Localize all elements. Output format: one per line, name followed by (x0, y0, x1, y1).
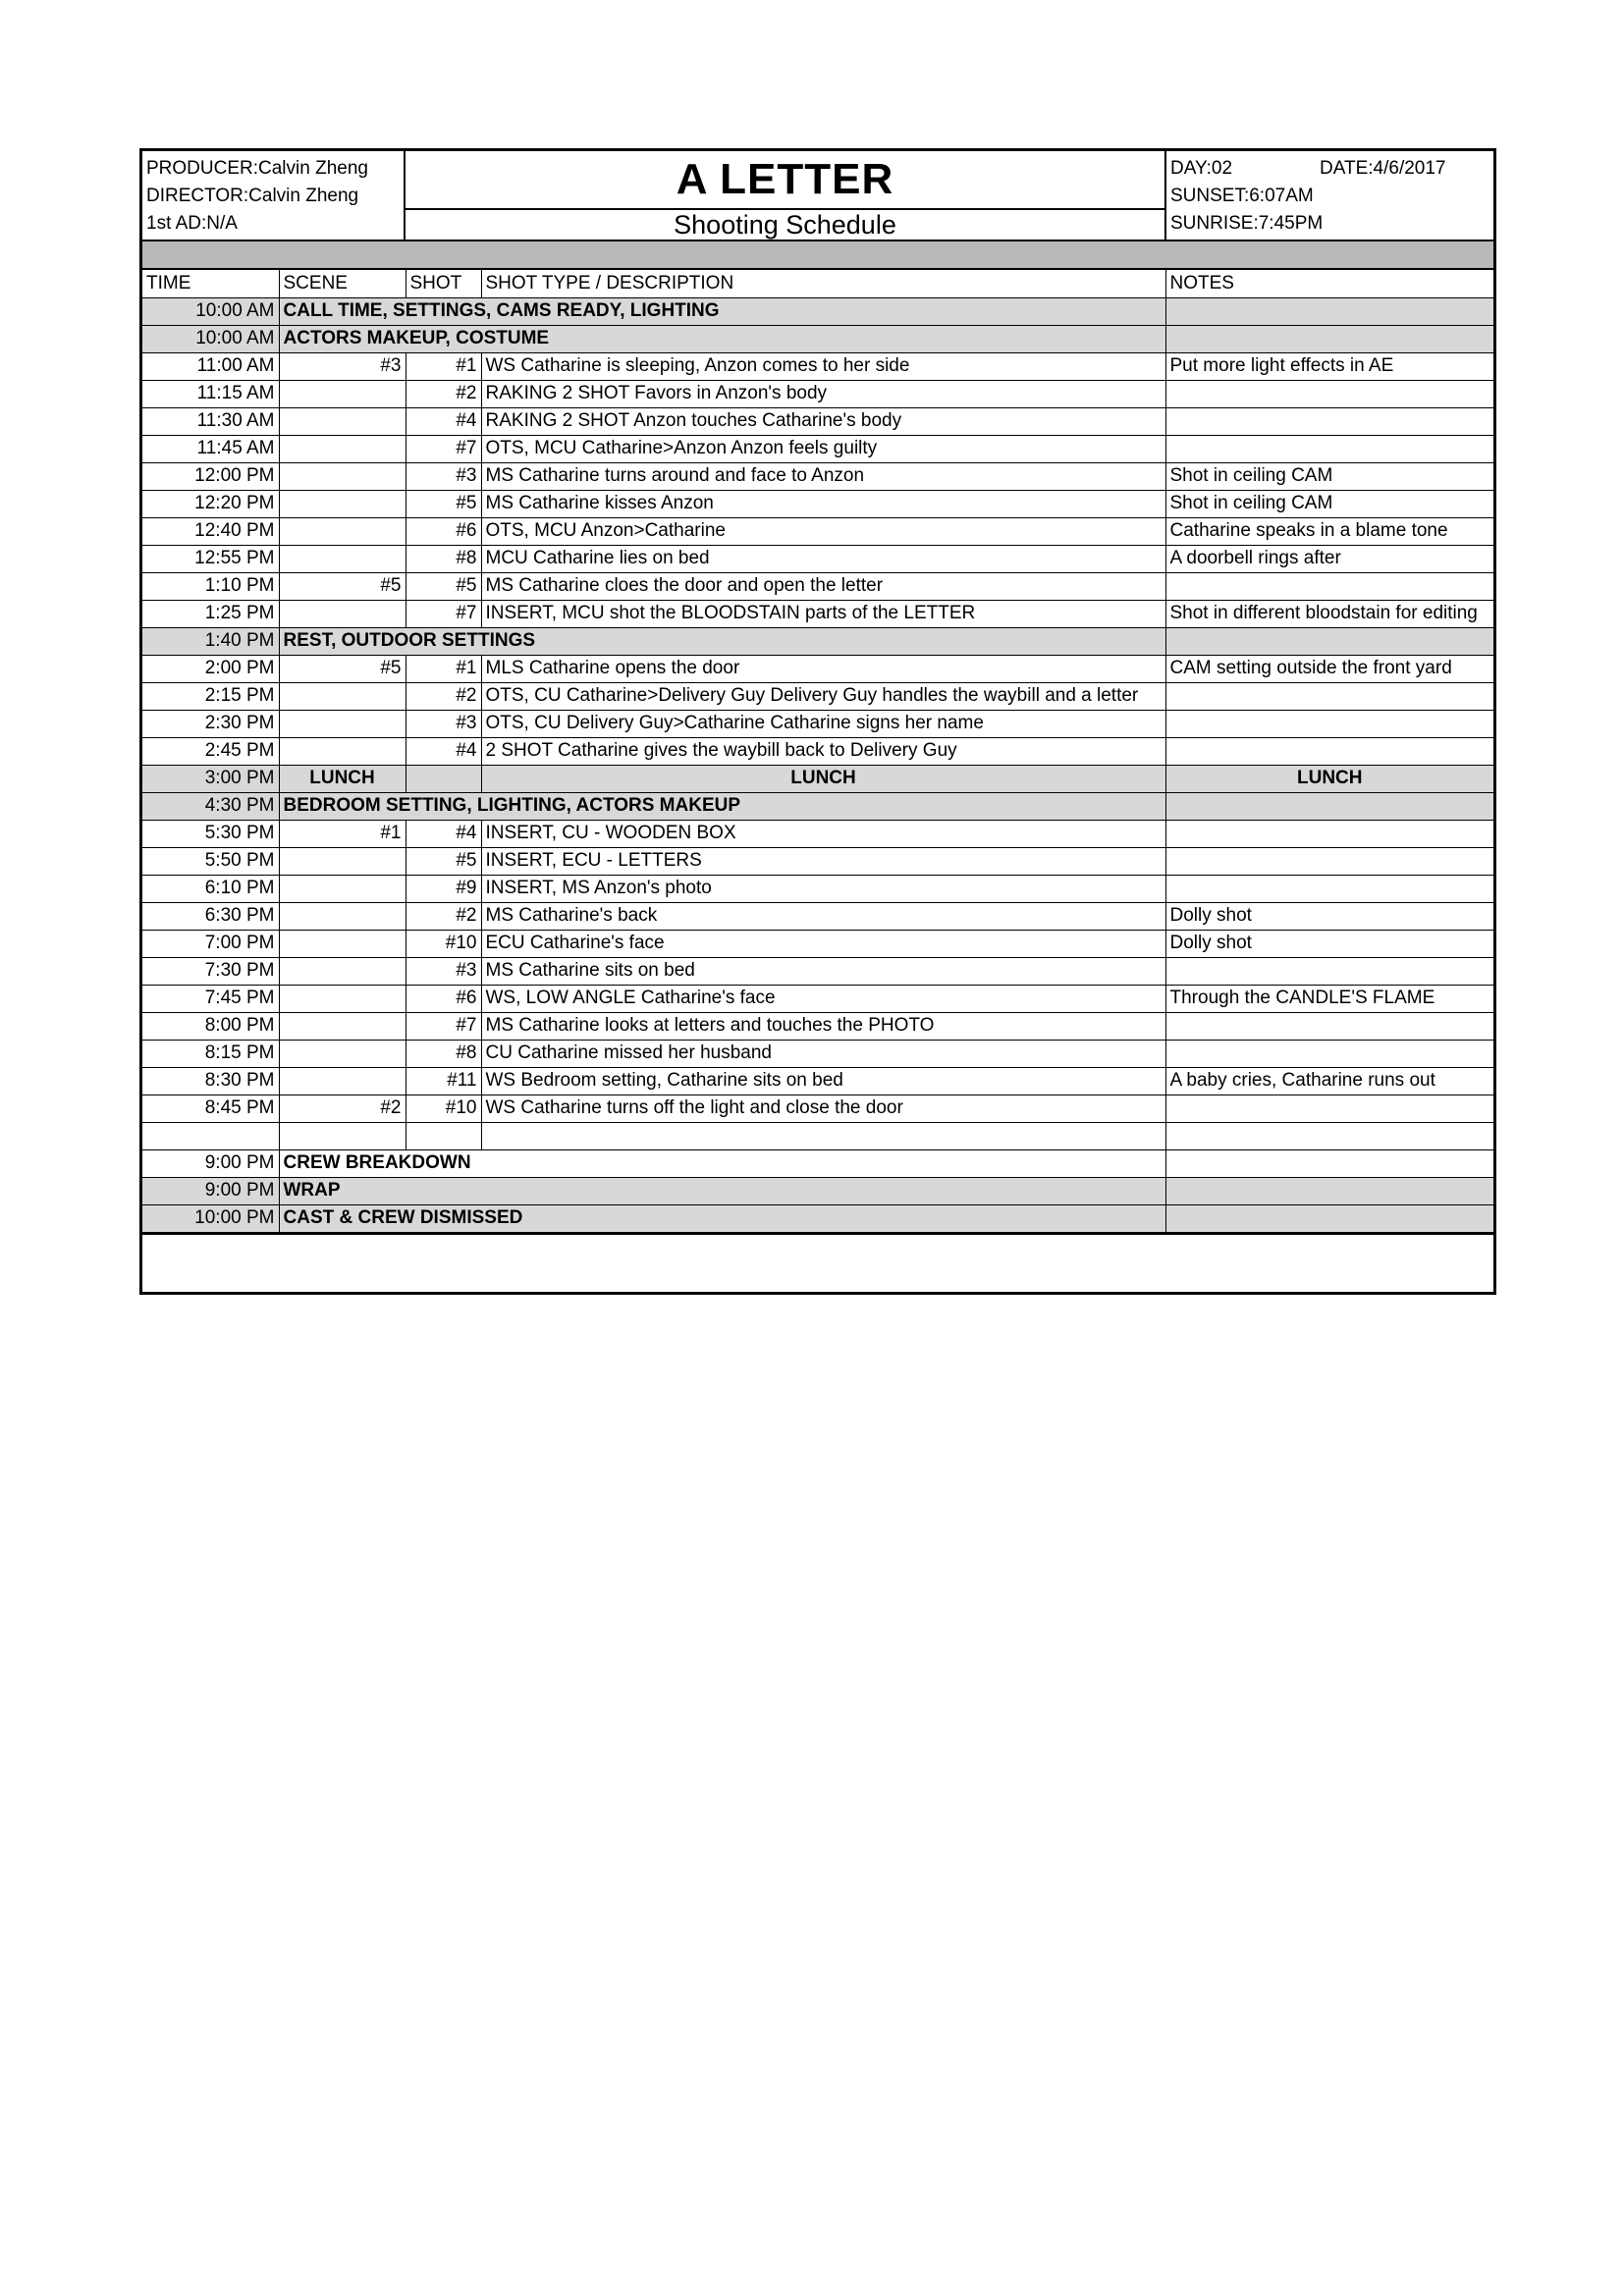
row-notes (1165, 1177, 1493, 1204)
row-time: 12:00 PM (142, 462, 279, 490)
row-shot: #1 (406, 655, 481, 682)
shot-row (142, 380, 1493, 407)
row-shot: #8 (406, 545, 481, 572)
row-scene: #5 (279, 572, 406, 600)
lunch-scene: LUNCH (279, 765, 406, 792)
row-description: MS Catharine turns around and face to Anzon (481, 462, 1165, 490)
row-shot: #3 (406, 710, 481, 737)
row-description: WS Bedroom setting, Catharine sits on bed (481, 1067, 1165, 1095)
row-scene (279, 682, 406, 710)
row-description: WS Catharine is sleeping, Anzon comes to her side (481, 352, 1165, 380)
row-notes (1165, 407, 1493, 435)
row-shot: #8 (406, 1040, 481, 1067)
shot-row (142, 435, 1493, 462)
row-shot: #1 (406, 352, 481, 380)
row-description: RAKING 2 SHOT Anzon touches Catharine's body (481, 407, 1165, 435)
row-description: MLS Catharine opens the door (481, 655, 1165, 682)
empty-cell (279, 1122, 406, 1149)
row-shot: #7 (406, 435, 481, 462)
shot-row (142, 902, 1493, 930)
row-time: 3:00 PM (142, 765, 279, 792)
lunch-description: LUNCH (481, 765, 1165, 792)
banner-text: REST, OUTDOOR SETTINGS (279, 627, 1165, 655)
row-time: 10:00 AM (142, 325, 279, 352)
row-shot: #2 (406, 380, 481, 407)
row-notes (1165, 792, 1493, 820)
footer-blank-area (142, 1233, 1493, 1292)
header-divider-band (142, 241, 1493, 270)
row-description: INSERT, MS Anzon's photo (481, 875, 1165, 902)
banner-text: ACTORS MAKEUP, COSTUME (279, 325, 1165, 352)
row-time: 8:15 PM (142, 1040, 279, 1067)
empty-row (142, 1122, 1493, 1149)
row-description: OTS, MCU Anzon>Catharine (481, 517, 1165, 545)
row-shot: #10 (406, 1095, 481, 1122)
row-time: 7:45 PM (142, 985, 279, 1012)
row-time: 1:25 PM (142, 600, 279, 627)
shot-row (142, 462, 1493, 490)
row-notes (1165, 380, 1493, 407)
col-time: TIME (142, 270, 279, 297)
shot-row (142, 875, 1493, 902)
row-shot: #3 (406, 462, 481, 490)
empty-cell (142, 1122, 279, 1149)
empty-cell (406, 1122, 481, 1149)
row-scene: #2 (279, 1095, 406, 1122)
row-notes (1165, 1012, 1493, 1040)
shot-row (142, 572, 1493, 600)
row-description: CU Catharine missed her husband (481, 1040, 1165, 1067)
row-scene: #1 (279, 820, 406, 847)
shot-row (142, 1095, 1493, 1122)
row-notes: Through the CANDLE'S FLAME (1165, 985, 1493, 1012)
shot-row (142, 682, 1493, 710)
row-time: 8:00 PM (142, 1012, 279, 1040)
row-scene (279, 1040, 406, 1067)
row-shot: #5 (406, 490, 481, 517)
schedule-header (142, 151, 1493, 241)
row-scene (279, 600, 406, 627)
row-description: INSERT, MCU shot the BLOODSTAIN parts of the LETTER (481, 600, 1165, 627)
banner-row (142, 792, 1493, 820)
banner-row (142, 1177, 1493, 1204)
shot-row (142, 517, 1493, 545)
row-time: 2:00 PM (142, 655, 279, 682)
row-notes (1165, 875, 1493, 902)
row-description: OTS, CU Delivery Guy>Catharine Catharine signs her name (481, 710, 1165, 737)
shot-row (142, 985, 1493, 1012)
row-shot: #4 (406, 407, 481, 435)
row-shot: #11 (406, 1067, 481, 1095)
shot-row (142, 407, 1493, 435)
row-description: RAKING 2 SHOT Favors in Anzon's body (481, 380, 1165, 407)
row-notes (1165, 847, 1493, 875)
row-shot: #3 (406, 957, 481, 985)
producer: PRODUCER:Calvin Zheng (146, 158, 368, 179)
shot-row (142, 490, 1493, 517)
row-scene (279, 875, 406, 902)
lunch-row (142, 765, 1493, 792)
row-notes (1165, 1204, 1493, 1232)
row-notes (1165, 682, 1493, 710)
banner-text: CALL TIME, SETTINGS, CAMS READY, LIGHTING (279, 297, 1165, 325)
row-time: 9:00 PM (142, 1177, 279, 1204)
row-notes (1165, 572, 1493, 600)
day-info (1166, 151, 1493, 240)
row-time: 5:50 PM (142, 847, 279, 875)
row-description: WS, LOW ANGLE Catharine's face (481, 985, 1165, 1012)
row-scene: #3 (279, 352, 406, 380)
sunset: SUNSET:6:07AM (1170, 186, 1314, 206)
row-notes: A doorbell rings after (1165, 545, 1493, 572)
row-notes: Dolly shot (1165, 902, 1493, 930)
banner-row (142, 627, 1493, 655)
banner-text: CREW BREAKDOWN (279, 1149, 1165, 1177)
row-notes: A baby cries, Catharine runs out (1165, 1067, 1493, 1095)
lunch-notes: LUNCH (1165, 765, 1493, 792)
row-scene (279, 490, 406, 517)
row-notes: Catharine speaks in a blame tone (1165, 517, 1493, 545)
column-header-row (142, 270, 1493, 297)
first-ad: 1st AD:N/A (146, 213, 238, 234)
row-shot: #6 (406, 517, 481, 545)
banner-row (142, 1204, 1493, 1232)
shot-row (142, 737, 1493, 765)
row-time: 6:30 PM (142, 902, 279, 930)
date: DATE:4/6/2017 (1320, 158, 1446, 179)
row-time: 7:30 PM (142, 957, 279, 985)
row-description: OTS, CU Catharine>Delivery Guy Delivery Guy handles the waybill and a letter (481, 682, 1165, 710)
shot-row (142, 957, 1493, 985)
row-time: 5:30 PM (142, 820, 279, 847)
row-notes: CAM setting outside the front yard (1165, 655, 1493, 682)
row-description: MCU Catharine lies on bed (481, 545, 1165, 572)
row-time: 9:00 PM (142, 1149, 279, 1177)
row-scene (279, 1067, 406, 1095)
shot-row (142, 1067, 1493, 1095)
row-scene (279, 407, 406, 435)
row-notes: Put more light effects in AE (1165, 352, 1493, 380)
row-shot: #6 (406, 985, 481, 1012)
empty-cell (481, 1122, 1165, 1149)
banner-text: BEDROOM SETTING, LIGHTING, ACTORS MAKEUP (279, 792, 1165, 820)
row-description: INSERT, CU - WOODEN BOX (481, 820, 1165, 847)
row-notes (1165, 820, 1493, 847)
row-shot: #7 (406, 600, 481, 627)
shot-row (142, 352, 1493, 380)
page-title: A LETTER (406, 151, 1164, 210)
shot-row (142, 545, 1493, 572)
row-time: 11:45 AM (142, 435, 279, 462)
banner-row (142, 297, 1493, 325)
row-description: MS Catharine looks at letters and touches the PHOTO (481, 1012, 1165, 1040)
row-scene (279, 930, 406, 957)
row-time: 8:30 PM (142, 1067, 279, 1095)
row-time: 1:40 PM (142, 627, 279, 655)
row-scene (279, 545, 406, 572)
row-shot: #2 (406, 902, 481, 930)
empty-cell (1165, 1122, 1493, 1149)
row-shot: #4 (406, 820, 481, 847)
row-description: MS Catharine cloes the door and open the letter (481, 572, 1165, 600)
row-notes (1165, 1040, 1493, 1067)
row-scene (279, 985, 406, 1012)
banner-row (142, 1149, 1493, 1177)
row-description: INSERT, ECU - LETTERS (481, 847, 1165, 875)
row-description: MS Catharine's back (481, 902, 1165, 930)
row-notes (1165, 325, 1493, 352)
row-scene (279, 435, 406, 462)
row-description: WS Catharine turns off the light and close the door (481, 1095, 1165, 1122)
row-notes: Dolly shot (1165, 930, 1493, 957)
director: DIRECTOR:Calvin Zheng (146, 186, 359, 206)
row-scene (279, 737, 406, 765)
shot-row (142, 1012, 1493, 1040)
row-notes: Shot in ceiling CAM (1165, 462, 1493, 490)
row-scene (279, 1012, 406, 1040)
row-notes (1165, 297, 1493, 325)
col-description: SHOT TYPE / DESCRIPTION (481, 270, 1165, 297)
page-subtitle: Shooting Schedule (674, 209, 896, 240)
row-scene: #5 (279, 655, 406, 682)
schedule-table (142, 270, 1493, 1233)
row-scene (279, 902, 406, 930)
row-shot: #5 (406, 847, 481, 875)
row-time: 2:45 PM (142, 737, 279, 765)
row-time: 8:45 PM (142, 1095, 279, 1122)
row-shot: #2 (406, 682, 481, 710)
row-time: 12:40 PM (142, 517, 279, 545)
row-time: 10:00 AM (142, 297, 279, 325)
row-description: OTS, MCU Catharine>Anzon Anzon feels guilty (481, 435, 1165, 462)
row-scene (279, 710, 406, 737)
row-time: 12:20 PM (142, 490, 279, 517)
row-time: 10:00 PM (142, 1204, 279, 1232)
shooting-schedule-sheet (139, 148, 1496, 1295)
lunch-shot (406, 765, 481, 792)
shot-row (142, 847, 1493, 875)
shot-row (142, 710, 1493, 737)
row-scene (279, 957, 406, 985)
row-time: 12:55 PM (142, 545, 279, 572)
row-time: 4:30 PM (142, 792, 279, 820)
row-description: MS Catharine kisses Anzon (481, 490, 1165, 517)
shot-row (142, 655, 1493, 682)
row-notes: Shot in ceiling CAM (1165, 490, 1493, 517)
shot-row (142, 600, 1493, 627)
banner-text: CAST & CREW DISMISSED (279, 1204, 1165, 1232)
col-scene: SCENE (279, 270, 406, 297)
row-description: ECU Catharine's face (481, 930, 1165, 957)
day: DAY:02 (1170, 158, 1233, 179)
shot-row (142, 1040, 1493, 1067)
row-scene (279, 847, 406, 875)
banner-text: WRAP (279, 1177, 1165, 1204)
row-scene (279, 380, 406, 407)
row-shot: #9 (406, 875, 481, 902)
row-description: 2 SHOT Catharine gives the waybill back to Delivery Guy (481, 737, 1165, 765)
row-scene (279, 462, 406, 490)
row-shot: #4 (406, 737, 481, 765)
row-time: 2:30 PM (142, 710, 279, 737)
row-notes (1165, 1149, 1493, 1177)
col-notes: NOTES (1165, 270, 1493, 297)
row-time: 11:30 AM (142, 407, 279, 435)
col-shot: SHOT (406, 270, 481, 297)
row-time: 6:10 PM (142, 875, 279, 902)
row-notes: Shot in different bloodstain for editing (1165, 600, 1493, 627)
row-shot: #5 (406, 572, 481, 600)
row-time: 11:00 AM (142, 352, 279, 380)
row-notes (1165, 957, 1493, 985)
row-notes (1165, 627, 1493, 655)
crew-info (142, 151, 406, 240)
row-time: 2:15 PM (142, 682, 279, 710)
sunrise: SUNRISE:7:45PM (1170, 213, 1324, 234)
row-scene (279, 517, 406, 545)
shot-row (142, 930, 1493, 957)
row-description: MS Catharine sits on bed (481, 957, 1165, 985)
shot-row (142, 820, 1493, 847)
row-notes (1165, 737, 1493, 765)
row-shot: #10 (406, 930, 481, 957)
row-time: 1:10 PM (142, 572, 279, 600)
row-notes (1165, 435, 1493, 462)
title-block (406, 151, 1166, 240)
row-notes (1165, 710, 1493, 737)
row-time: 7:00 PM (142, 930, 279, 957)
row-notes (1165, 1095, 1493, 1122)
banner-row (142, 325, 1493, 352)
row-time: 11:15 AM (142, 380, 279, 407)
row-shot: #7 (406, 1012, 481, 1040)
